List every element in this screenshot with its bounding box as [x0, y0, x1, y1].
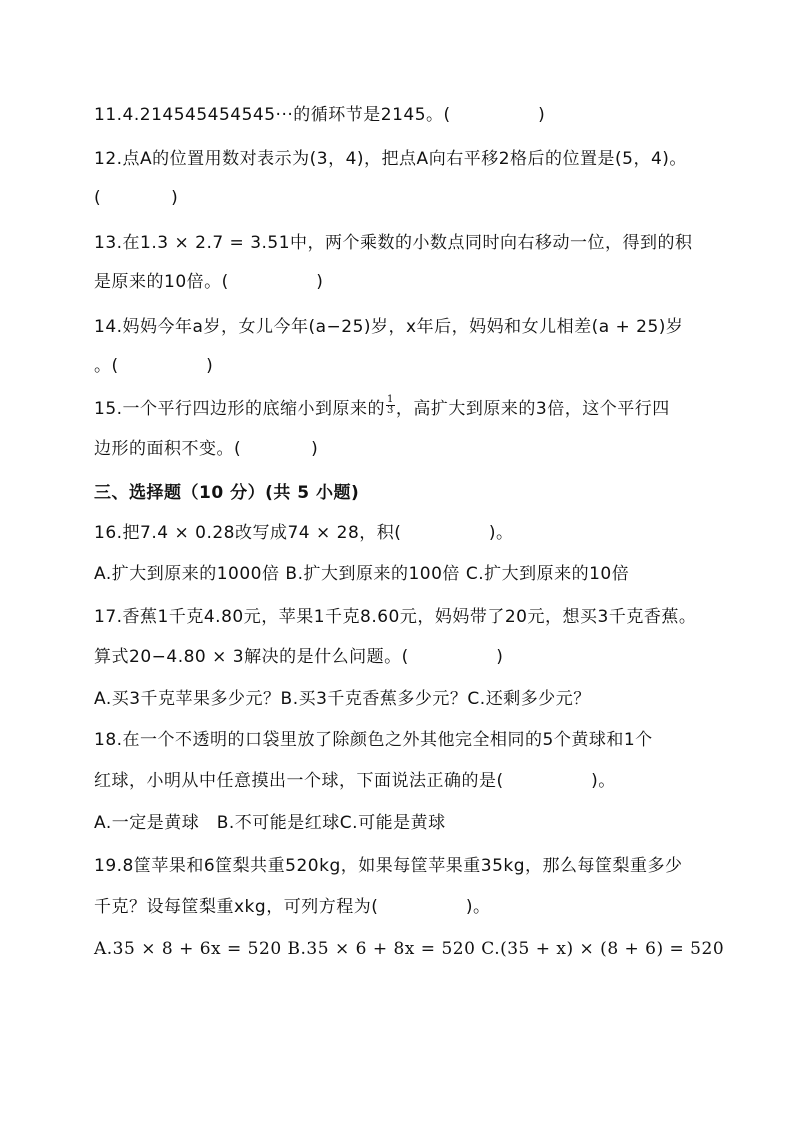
question-13-line-1: 13.在1.3 × 2.7 = 3.51中，两个乘数的小数点同时向右移动一位，得到的积 — [94, 233, 693, 253]
question-19-line-2: 千克？设每筐梨重xkg，可列方程为( )。 — [94, 897, 491, 917]
question-17-options: A.买3千克苹果多少元？B.买3千克香蕉多少元？C.还剩多少元？ — [94, 689, 591, 709]
question-17-line-1: 17.香蕉1千克4.80元，苹果1千克8.60元，妈妈带了20元，想买3千克香蕉。 — [94, 607, 697, 627]
section-3-heading: 三、选择题（10 分）(共 5 小题) — [94, 483, 360, 503]
question-11: 11.4.214545454545···的循环节是2145。( ) — [94, 105, 546, 125]
question-14-line-2: 。( ) — [94, 356, 214, 376]
question-19-line-1: 19.8筐苹果和6筐梨共重520kg，如果每筐苹果重35kg，那么每筐梨重多少 — [94, 856, 683, 876]
question-19-options: A.35 × 8 + 6x = 520 B.35 × 6 + 8x = 520 C.(35 + x) × (8 + 6) = 520 — [94, 939, 725, 959]
question-15-text-before: 15.一个平行四边形的底缩小到原来的 — [94, 399, 386, 419]
question-14-line-1: 14.妈妈今年a岁，女儿今年(a−25)岁，x年后，妈妈和女儿相差(a + 25)岁 — [94, 317, 684, 337]
one-third-fraction — [386, 395, 395, 416]
question-15-text-after: ，高扩大到原来的3倍，这个平行四 — [395, 399, 670, 419]
question-16-options: A.扩大到原来的1000倍 B.扩大到原来的100倍 C.扩大到原来的10倍 — [94, 564, 630, 584]
question-16: 16.把7.4 × 0.28改写成74 × 28，积( )。 — [94, 523, 514, 543]
question-12-line-1: 12.点A的位置用数对表示为(3，4)，把点A向右平移2格后的位置是(5，4)。 — [94, 149, 687, 169]
question-12-line-2: ( ) — [94, 188, 179, 208]
question-15-line-2: 边形的面积不变。( ) — [94, 439, 319, 459]
question-18-line-2: 红球，小明从中任意摸出一个球，下面说法正确的是( )。 — [94, 771, 616, 791]
question-13-line-2: 是原来的10倍。( ) — [94, 272, 324, 292]
question-18-line-1: 18.在一个不透明的口袋里放了除颜色之外其他完全相同的5个黄球和1个 — [94, 730, 653, 750]
fraction-numerator: 1 — [387, 393, 394, 405]
question-17-line-2: 算式20−4.80 × 3解决的是什么问题。( ) — [94, 647, 504, 667]
question-15-line-1 — [94, 393, 670, 420]
question-18-options: A.一定是黄球 B.不可能是红球C.可能是黄球 — [94, 813, 446, 833]
fraction-denominator: 3 — [387, 404, 394, 416]
